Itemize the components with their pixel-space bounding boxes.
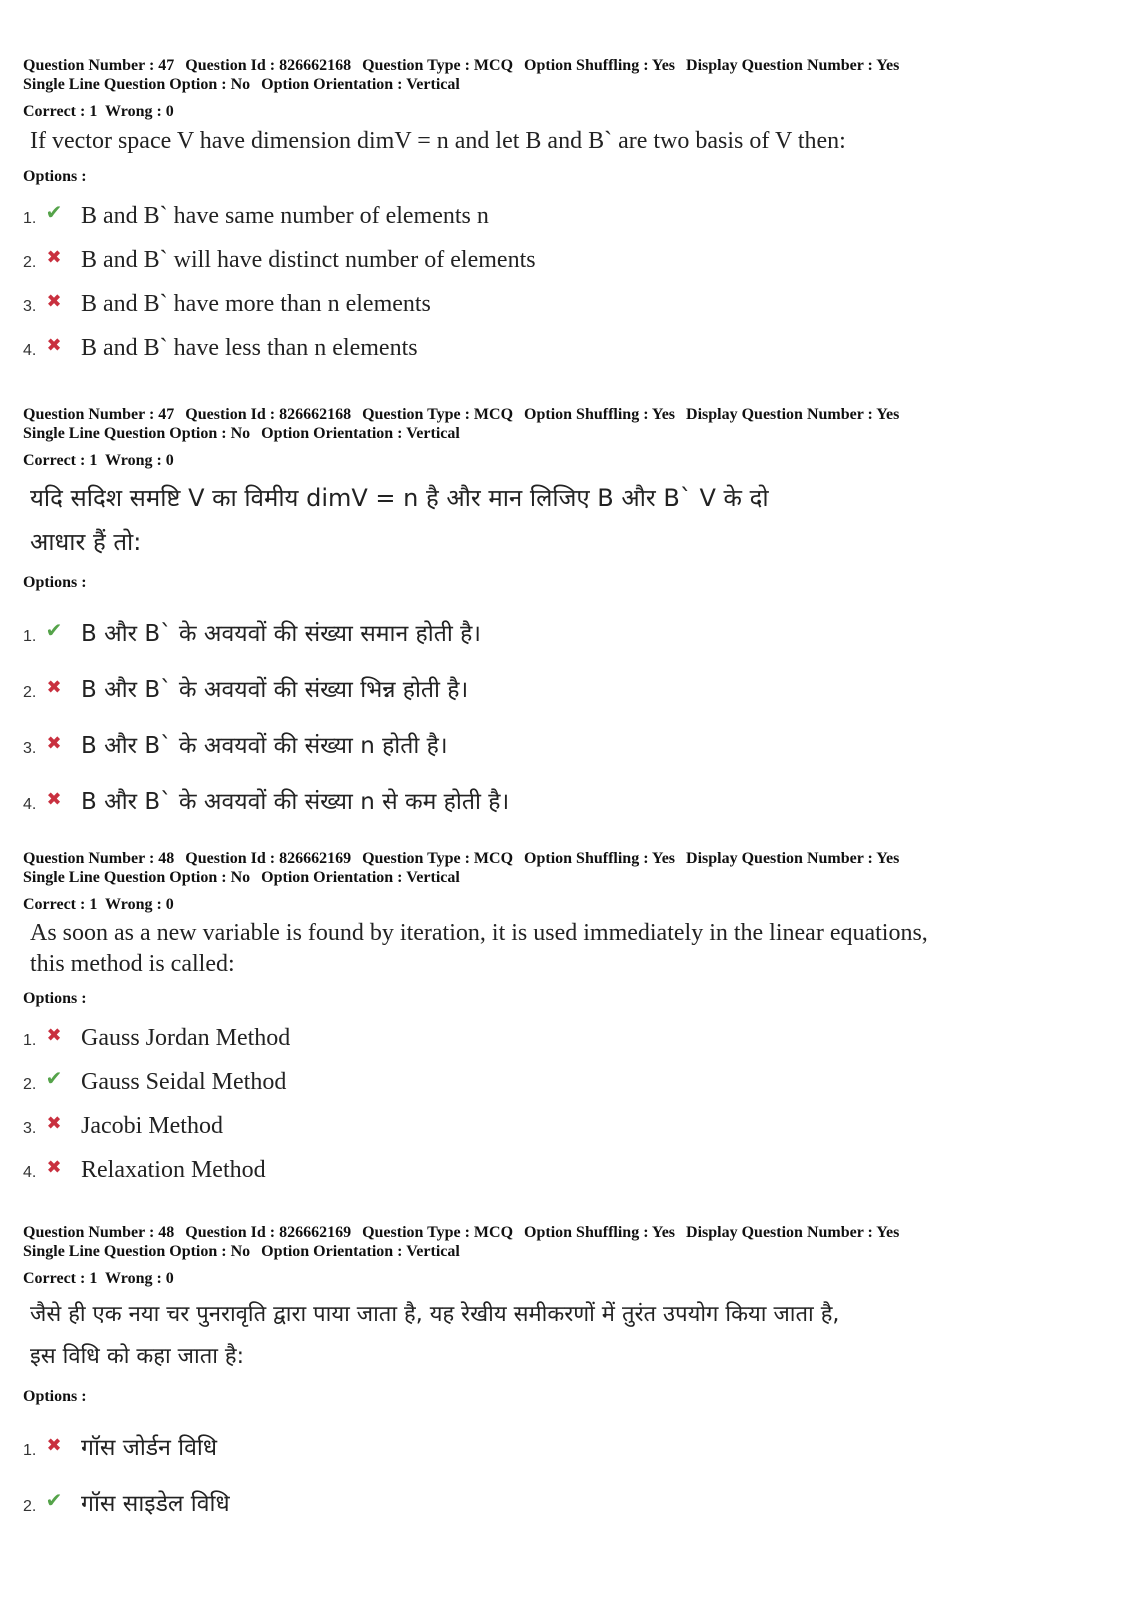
question-text-line-1: यदि सदिश समष्टि V का विमीय dimV = n है और मान लिजिए B और B` V के दो [30,484,769,512]
option-text: गॉस साइडेल विधि [81,1491,230,1517]
option-3 [23,1096,1110,1140]
options-list [23,186,1110,362]
correct-marks: Correct : 1 [23,452,98,469]
wrong-marks: Wrong : 0 [105,896,174,913]
option-number: 3. [23,740,37,757]
option-number: 2. [23,684,37,701]
cross-icon: ✖ [46,1435,62,1455]
option-1 [23,186,1110,230]
question-meta [23,849,1110,887]
option-2 [23,1462,1110,1518]
option-text: B and B` will have distinct number of elements [81,247,536,273]
options-label: Options : [23,1388,87,1405]
cross-icon: ✖ [46,677,62,697]
display-question-number: Display Question Number : Yes [686,850,900,867]
option-orientation: Option Orientation : Vertical [261,425,460,442]
question-number: Question Number : 47 [23,406,175,423]
option-text: Jacobi Method [81,1113,223,1139]
option-number: 2. [23,1498,37,1515]
wrong-marks: Wrong : 0 [105,1270,174,1287]
question-meta [23,405,1110,443]
wrong-marks: Wrong : 0 [105,103,174,120]
option-4 [23,1140,1110,1184]
options-label: Options : [23,574,87,591]
question-id: Question Id : 826662168 [185,57,352,74]
question-id: Question Id : 826662169 [185,850,352,867]
option-1 [23,1008,1110,1052]
question-number: Question Number : 48 [23,850,175,867]
options-label: Options : [23,990,87,1007]
option-2 [23,230,1110,274]
options-list [23,1406,1110,1518]
question-text-line-2: इस विधि को कहा जाता है: [30,1344,245,1369]
option-orientation: Option Orientation : Vertical [261,76,460,93]
option-text: गॉस जोर्डन विधि [81,1435,218,1461]
option-number: 4. [23,342,37,359]
option-text: B and B` have same number of elements n [81,203,489,229]
option-text: B और B` के अवयवों की संख्या n होती है। [81,733,448,759]
check-icon: ✔ [45,620,63,642]
question-text [30,476,1110,564]
option-text: B and B` have less than n elements [81,335,418,361]
option-orientation: Option Orientation : Vertical [261,869,460,886]
correct-marks: Correct : 1 [23,1270,98,1287]
option-4 [23,760,1110,816]
option-number: 1. [23,628,37,645]
single-line-option: Single Line Question Option : No [23,869,251,886]
question-text-line-2: आधार हैं तो: [30,528,142,556]
option-number: 2. [23,254,37,271]
cross-icon: ✖ [46,291,62,311]
question-number: Question Number : 47 [23,57,175,74]
option-4 [23,318,1110,362]
question-text-line-1: जैसे ही एक नया चर पुनरावृति द्वारा पाया जाता है, यह रेखीय समीकरणों में तुरंत उपयोग किया जाता है, [30,1302,840,1327]
question-type: Question Type : MCQ [362,57,514,74]
options-label: Options : [23,168,87,185]
option-number: 1. [23,1442,37,1459]
question-text [30,918,1110,980]
question-block-q48-hi [23,1223,1110,1518]
option-orientation: Option Orientation : Vertical [261,1243,460,1260]
cross-icon: ✖ [46,789,62,809]
cross-icon: ✖ [46,247,62,267]
question-text [30,1294,1110,1378]
option-text: B and B` have more than n elements [81,291,431,317]
question-type: Question Type : MCQ [362,850,514,867]
score-line [23,895,1110,914]
option-3 [23,704,1110,760]
check-icon: ✔ [45,1490,63,1512]
option-shuffling: Option Shuffling : Yes [524,57,676,74]
check-icon: ✔ [45,202,63,224]
option-text: B और B` के अवयवों की संख्या समान होती है। [81,621,482,647]
cross-icon: ✖ [46,1025,62,1045]
option-2 [23,648,1110,704]
option-number: 3. [23,1120,37,1137]
option-number: 1. [23,210,37,227]
display-question-number: Display Question Number : Yes [686,406,900,423]
cross-icon: ✖ [46,335,62,355]
option-2 [23,1052,1110,1096]
option-shuffling: Option Shuffling : Yes [524,406,676,423]
option-text: B और B` के अवयवों की संख्या n से कम होती है। [81,789,510,815]
option-text: B और B` के अवयवों की संख्या भिन्न होती है। [81,677,469,703]
question-meta [23,1223,1110,1261]
score-line [23,451,1110,470]
question-block-q47-hi [23,405,1110,816]
cross-icon: ✖ [46,1113,62,1133]
option-number: 4. [23,1164,37,1181]
question-text: If vector space V have dimension dimV = n and let B and B` are two basis of V then: [30,128,846,154]
question-text-line-2: this method is called: [30,951,235,977]
option-text: Relaxation Method [81,1157,266,1183]
option-number: 3. [23,298,37,315]
option-number: 4. [23,796,37,813]
option-1 [23,592,1110,648]
cross-icon: ✖ [46,733,62,753]
option-1 [23,1406,1110,1462]
option-text: Gauss Seidal Method [81,1069,287,1095]
cross-icon: ✖ [46,1157,62,1177]
question-id: Question Id : 826662168 [185,406,352,423]
option-shuffling: Option Shuffling : Yes [524,850,676,867]
question-type: Question Type : MCQ [362,406,514,423]
question-id: Question Id : 826662169 [185,1224,352,1241]
question-text-line-1: As soon as a new variable is found by iteration, it is used immediately in the linear equations, [30,920,928,946]
single-line-option: Single Line Question Option : No [23,76,251,93]
wrong-marks: Wrong : 0 [105,452,174,469]
display-question-number: Display Question Number : Yes [686,1224,900,1241]
question-type: Question Type : MCQ [362,1224,514,1241]
option-number: 2. [23,1076,37,1093]
option-shuffling: Option Shuffling : Yes [524,1224,676,1241]
options-list [23,592,1110,816]
question-block-q47-en [23,56,1110,362]
single-line-option: Single Line Question Option : No [23,1243,251,1260]
option-text: Gauss Jordan Method [81,1025,291,1051]
question-number: Question Number : 48 [23,1224,175,1241]
display-question-number: Display Question Number : Yes [686,57,900,74]
option-number: 1. [23,1032,37,1049]
correct-marks: Correct : 1 [23,896,98,913]
options-list [23,1008,1110,1184]
question-block-q48-en [23,849,1110,1184]
option-3 [23,274,1110,318]
question-meta [23,56,1110,94]
check-icon: ✔ [45,1068,63,1090]
score-line [23,102,1110,121]
single-line-option: Single Line Question Option : No [23,425,251,442]
score-line [23,1269,1110,1288]
correct-marks: Correct : 1 [23,103,98,120]
